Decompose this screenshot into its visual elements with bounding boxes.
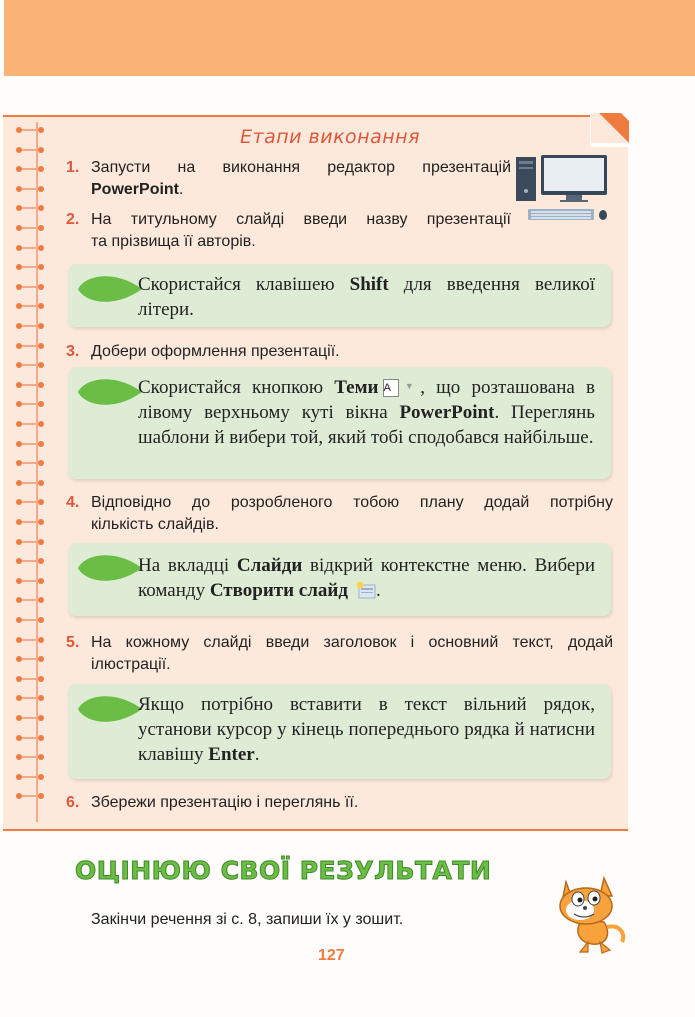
page-fold-corner	[591, 113, 629, 143]
step-number: 3.	[66, 343, 80, 360]
top-color-band	[4, 0, 695, 76]
spiral-ring	[16, 146, 44, 155]
step-text: та прізвища її авторів.	[91, 233, 256, 250]
spiral-ring	[16, 322, 44, 331]
spiral-ring	[16, 440, 44, 449]
spiral-ring	[16, 263, 44, 272]
spiral-ring	[16, 616, 44, 625]
step-number: 2.	[66, 211, 80, 228]
spiral-ring	[16, 773, 44, 782]
results-title: ОЦІНЮЮ СВОЇ РЕЗУЛЬТАТИ	[75, 856, 492, 885]
spiral-ring	[16, 655, 44, 664]
dropdown-arrow-icon: ▼	[398, 381, 421, 391]
scratch-cat-icon	[552, 872, 632, 954]
spiral-ring	[16, 792, 44, 801]
leaf-icon	[76, 272, 144, 306]
step-number: 5.	[66, 634, 80, 651]
spiral-ring	[16, 675, 44, 684]
step-text: Запусти на виконання редактор презентацій	[91, 159, 511, 176]
tip-box-2: Скористайся кнопкою Теми A ▼, що розташована в лівому верхньому куті вікна PowerPoint. Переглянь шаблони й вибери той, який тобі сподобався найбільше.	[68, 367, 611, 479]
step-text: На кожному слайді введи заголовок і основний текст, додай	[91, 634, 613, 651]
spiral-ring	[16, 185, 44, 194]
spiral-ring	[16, 400, 44, 409]
spiral-ring	[16, 381, 44, 390]
spiral-ring	[16, 753, 44, 762]
step-text: Відповідно до розробленого тобою плану додай потрібну	[91, 494, 613, 511]
spiral-ring	[16, 361, 44, 370]
spiral-ring	[16, 244, 44, 253]
spiral-ring	[16, 518, 44, 527]
finish-instruction: Закінчи речення зі с. 8, запиши їх у зошит.	[91, 911, 404, 928]
leaf-icon	[76, 551, 144, 585]
step-text: ілюстрації.	[91, 656, 171, 673]
step-text: На титульному слайді введи назву презентації	[91, 211, 511, 228]
spiral-ring	[16, 734, 44, 743]
spiral-ring	[16, 557, 44, 566]
spiral-ring	[16, 204, 44, 213]
spiral-ring	[16, 283, 44, 292]
spiral-ring	[16, 459, 44, 468]
step-number: 6.	[66, 794, 80, 811]
themes-button-icon: A	[383, 379, 399, 397]
step-text: Збережи презентацію і переглянь її.	[91, 794, 359, 811]
tip-box-4: Якщо потрібно вставити в текст вільний рядок, установи курсор у кінець попереднього рядка й натисни клавішу Enter.	[68, 684, 611, 779]
spiral-ring	[16, 165, 44, 174]
step-number: 4.	[66, 494, 80, 511]
new-slide-icon	[356, 581, 376, 599]
spiral-ring	[16, 126, 44, 135]
spiral-ring	[16, 694, 44, 703]
step-bold: PowerPoint	[91, 181, 180, 198]
leaf-icon	[76, 692, 144, 726]
step-number: 1.	[66, 159, 80, 176]
step-text: кількість слайдів.	[91, 516, 219, 533]
spiral-ring	[16, 577, 44, 586]
spiral-ring	[16, 596, 44, 605]
spiral-ring	[16, 302, 44, 311]
spiral-ring	[16, 714, 44, 723]
spiral-ring	[16, 636, 44, 645]
spiral-ring	[16, 224, 44, 233]
spiral-ring	[16, 538, 44, 547]
spiral-ring	[16, 479, 44, 488]
tip-box-1: Скористайся клавішею Shift для введення великої літери.	[68, 264, 611, 327]
page-number: 127	[318, 947, 345, 964]
computer-icon	[514, 153, 614, 228]
spiral-ring	[16, 420, 44, 429]
step-text: Добери оформлення презентації.	[91, 343, 340, 360]
spiral-ring	[16, 342, 44, 351]
tip-box-3: На вкладці Слайди відкрий контекстне меню. Вибери команду Створити слайд .	[68, 543, 611, 616]
section-heading: Етапи виконання	[240, 126, 421, 148]
spiral-ring	[16, 498, 44, 507]
leaf-icon	[76, 375, 144, 409]
